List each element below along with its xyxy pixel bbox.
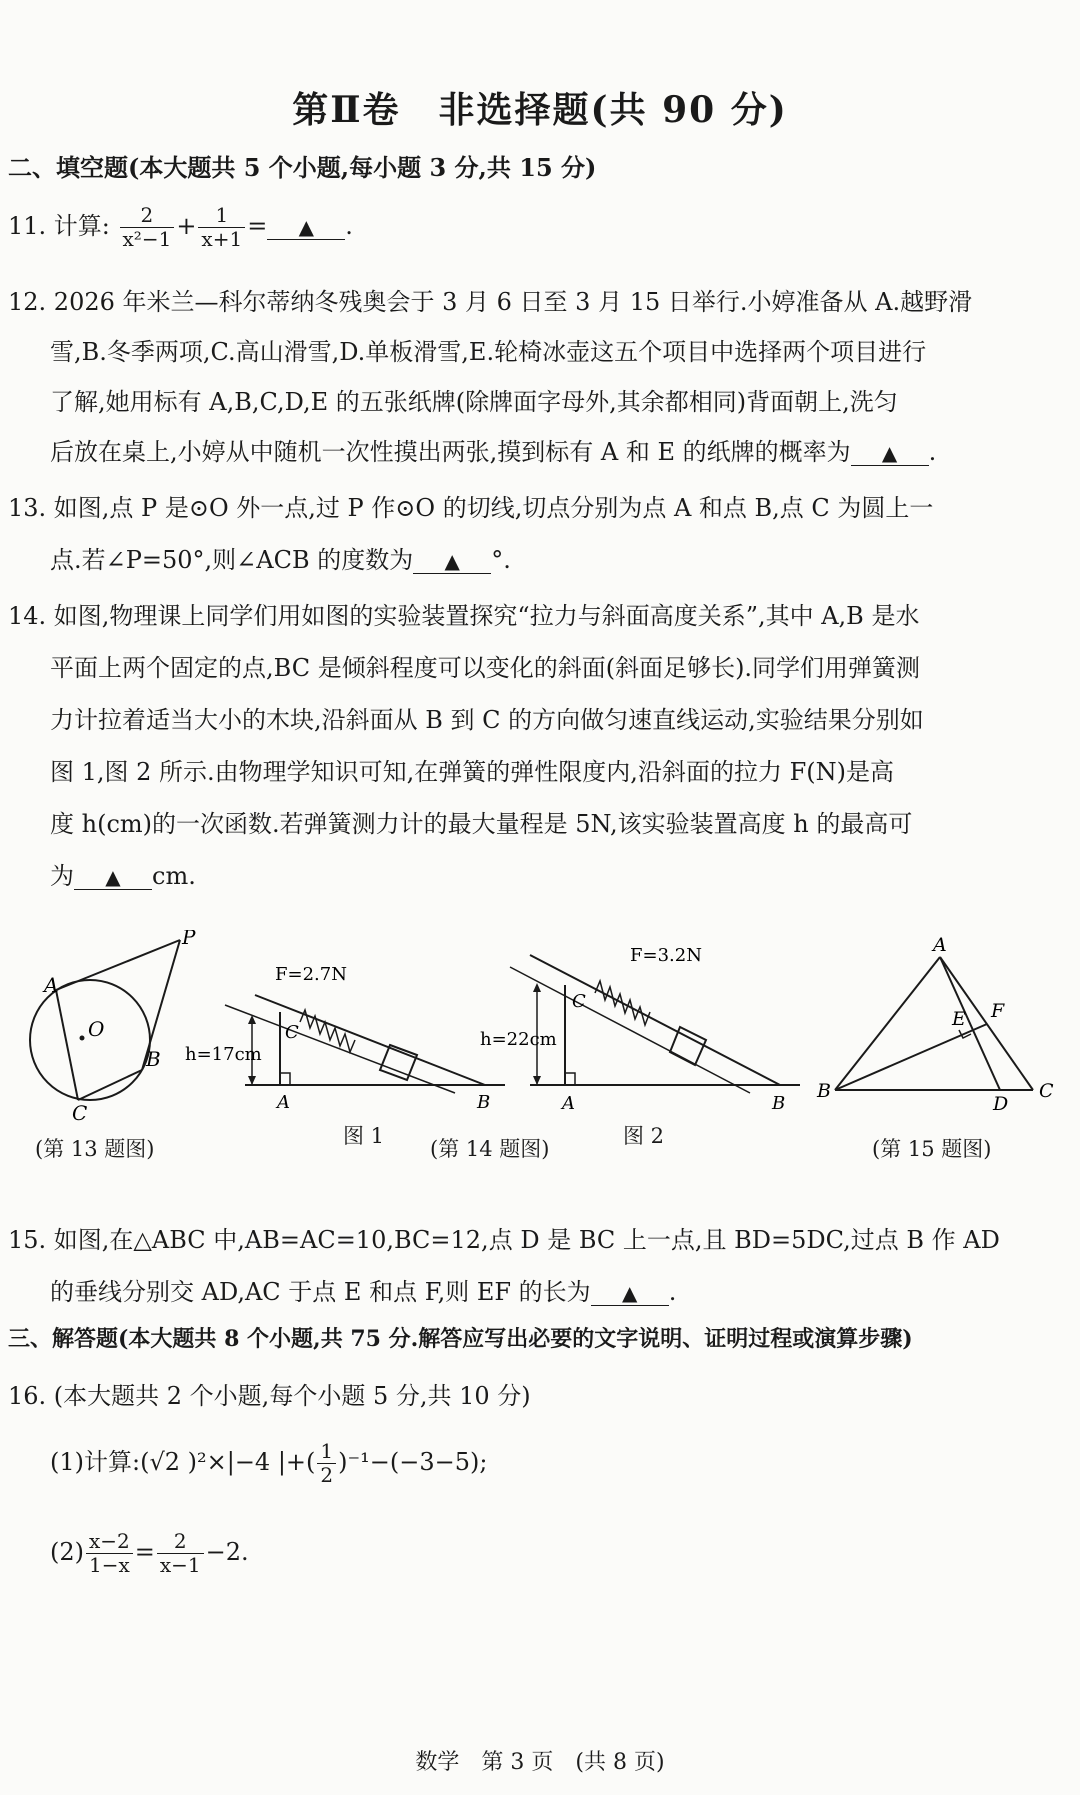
figure-15-caption: (第 15 题图)	[872, 1137, 992, 1161]
q16-p2-denominator-2: x−1	[159, 1553, 201, 1577]
arrow-up-icon	[533, 983, 541, 992]
question-14-line-1: 14. 如图,物理课上同学们用如图的实验装置探究“拉力与斜面高度关系”,其中 A,B 是水	[8, 602, 920, 630]
center-dot	[80, 1036, 85, 1041]
question-12-line-1: 12. 2026 年米兰—科尔蒂纳冬残奥会于 3 月 6 日至 3 月 15 日举行.小婷准备从 A.越野滑	[8, 288, 973, 316]
label-b: B	[477, 1092, 491, 1110]
question-12-line-4	[50, 432, 936, 467]
q15-end: .	[668, 1278, 677, 1306]
question-14-line-3: 力计拉着适当大小的木块,沿斜面从 B 到 C 的方向做匀速直线运动,实验结果分别如	[50, 706, 924, 734]
section-heading-answer: 三、解答题(本大题共 8 个小题,共 75 分.解答应写出必要的文字说明、证明过程或演算步骤)	[8, 1326, 913, 1352]
q16-p1-denominator: 2	[320, 1463, 334, 1487]
question-15-line-1: 15. 如图,在△ABC 中,AB=AC=10,BC=12,点 D 是 BC 上一点,且 BD=5DC,过点 B 作 AD	[8, 1226, 1000, 1254]
incline-bc	[530, 955, 780, 1085]
q11-fraction-1	[120, 204, 175, 251]
q13-end: °.	[491, 546, 511, 574]
question-14-line-5: 度 h(cm)的一次函数.若弹簧测力计的最大量程是 5N,该实验装置高度 h 的最高可	[50, 810, 913, 838]
label-b: B	[772, 1093, 786, 1114]
label-f: F	[991, 1000, 1005, 1022]
side-ab	[835, 957, 940, 1090]
question-12-line-2: 雪,B.冬季两项,C.高山滑雪,D.单板滑雪,E.轮椅冰壶这五个项目中选择两个项目进行	[50, 338, 927, 366]
blank-triangle-icon: ▲	[105, 865, 121, 889]
q12-text: 后放在桌上,小婷从中随机一次性摸出两张,摸到标有 A 和 E 的纸牌的概率为	[50, 438, 851, 466]
answer-blank[interactable]	[74, 863, 152, 890]
height-label-1: h=17cm	[185, 1044, 262, 1065]
question-14-line-2: 平面上两个固定的点,BC 是倾斜程度可以变化的斜面(斜面足够长).同学们用弹簧测	[50, 654, 921, 682]
figure-15-triangle	[815, 935, 1075, 1115]
label-a: A	[933, 935, 947, 956]
label-d: D	[993, 1093, 1009, 1115]
q16-p1-numerator: 1	[317, 1440, 336, 1464]
q11-equals: =	[247, 212, 268, 240]
label-a: A	[562, 1093, 575, 1114]
q16-p2-label: (2)	[50, 1538, 84, 1566]
label-c: C	[72, 1101, 88, 1125]
blank-triangle-icon: ▲	[444, 549, 460, 573]
right-angle-mark	[280, 1073, 290, 1085]
q11-end: .	[345, 212, 353, 240]
label-p: P	[182, 930, 196, 949]
question-14-line-6	[50, 856, 196, 891]
segment-ad	[940, 957, 1000, 1090]
height-label-2: h=22cm	[480, 1029, 557, 1050]
section-heading-fill-blank: 二、填空题(本大题共 5 个小题,每小题 3 分,共 15 分)	[8, 153, 597, 182]
q16-p2-text-b: −2.	[205, 1538, 249, 1566]
figure-13-caption: (第 13 题图)	[35, 1137, 155, 1161]
q11-f2-denominator: x+1	[201, 227, 243, 251]
blank-triangle-icon: ▲	[621, 1281, 638, 1305]
figure-14-part-1-incline	[185, 960, 515, 1110]
label-b: B	[817, 1080, 831, 1102]
blank-triangle-icon: ▲	[881, 441, 898, 465]
label-b: B	[146, 1047, 161, 1071]
question-15-line-2	[50, 1272, 676, 1307]
label-a: A	[44, 973, 59, 997]
answer-blank[interactable]	[267, 213, 345, 240]
q11-fraction-2	[198, 204, 245, 251]
arrow-down-icon	[533, 1076, 541, 1085]
answer-blank[interactable]	[591, 1279, 669, 1306]
q11-prefix: 11. 计算:	[8, 212, 110, 240]
tangent-pa	[56, 940, 180, 990]
label-e: E	[952, 1008, 966, 1030]
segment-bc	[78, 1070, 142, 1100]
q16-p1-text-b: )⁻¹−(−3−5);	[338, 1448, 488, 1476]
question-12-line-3: 了解,她用标有 A,B,C,D,E 的五张纸牌(除牌面字母外,其余都相同)背面朝上,洗匀	[50, 388, 898, 416]
arrow-down-icon	[248, 1076, 256, 1085]
q11-plus: +	[176, 212, 197, 240]
question-13-line-1: 13. 如图,点 P 是⊙O 外一点,过 P 作⊙O 的切线,切点分别为点 A 和点 B,点 C 为圆上一	[8, 494, 934, 522]
page-footer: 数学 第 3 页 (共 8 页)	[415, 1750, 665, 1775]
q14-end: cm.	[152, 862, 196, 890]
question-16-part-2	[50, 1530, 249, 1577]
q16-p2-fraction-1	[86, 1530, 133, 1577]
q16-p2-numerator-2: 2	[157, 1530, 204, 1554]
q12-end: .	[928, 438, 937, 466]
figure-2-label: 图 2	[623, 1124, 665, 1148]
label-a: A	[277, 1092, 290, 1110]
question-11	[8, 204, 353, 251]
answer-blank[interactable]	[413, 547, 491, 574]
label-o: O	[88, 1017, 105, 1041]
force-label-2: F=3.2N	[630, 945, 702, 966]
question-14-line-4: 图 1,图 2 所示.由物理学知识可知,在弹簧的弹性限度内,沿斜面的拉力 F(N)是高	[50, 758, 894, 786]
q11-f2-numerator: 1	[198, 204, 245, 228]
segment-ac	[56, 990, 78, 1100]
blank-triangle-icon: ▲	[298, 215, 314, 239]
q13-text: 点.若∠P=50°,则∠ACB 的度数为	[50, 546, 414, 574]
q11-f1-denominator: x²−1	[122, 227, 172, 251]
q11-f1-numerator: 2	[120, 204, 175, 228]
q16-p1-text-a: (1)计算:(√2 )²×|−4 |+(	[50, 1448, 316, 1476]
figure-14-caption: (第 14 题图)	[430, 1137, 550, 1161]
question-16-head: 16. (本大题共 2 个小题,每个小题 5 分,共 10 分)	[8, 1382, 531, 1410]
question-13-line-2	[50, 540, 511, 575]
label-c: C	[285, 1022, 299, 1043]
q16-p2-denominator-1: 1−x	[89, 1553, 130, 1577]
right-angle-mark	[565, 1073, 575, 1085]
figure-1-label: 图 1	[343, 1124, 385, 1148]
q16-p2-equals: =	[134, 1538, 155, 1566]
segment-bf	[835, 1024, 987, 1090]
spring-coil	[595, 981, 650, 1025]
q16-p2-numerator-1: x−2	[86, 1530, 133, 1554]
question-16-part-1	[50, 1440, 487, 1487]
figure-13-circle-tangents	[10, 930, 210, 1130]
q16-p1-fraction	[317, 1440, 336, 1487]
wood-block	[670, 1027, 706, 1065]
label-c: C	[572, 991, 586, 1012]
page-title: 第Ⅱ卷 非选择题(共 90 分)	[292, 89, 788, 131]
label-c: C	[1039, 1080, 1054, 1102]
q15-text: 的垂线分别交 AD,AC 于点 E 和点 F,则 EF 的长为	[50, 1278, 591, 1306]
answer-blank[interactable]	[851, 439, 929, 466]
q14-text: 为	[50, 862, 74, 890]
q16-p2-fraction-2	[157, 1530, 204, 1577]
figure-14-part-2-incline	[480, 945, 810, 1115]
force-label-1: F=2.7N	[275, 964, 347, 985]
